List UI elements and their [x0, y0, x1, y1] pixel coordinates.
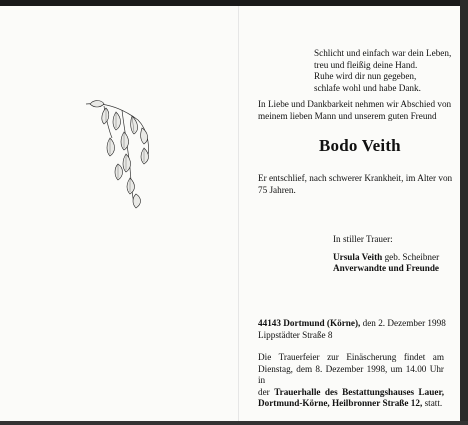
service-line: Dienstag, dem 8. Dezember 1998, um 14.00 Uhr in	[258, 363, 444, 386]
poem	[314, 48, 451, 94]
city: 44143 Dortmund (Körne),	[258, 318, 361, 328]
poem-line: treu und fleißig deine Hand.	[314, 59, 418, 70]
mourners-heading: In stiller Trauer:	[333, 234, 393, 244]
death-line: 75 Jahren.	[258, 184, 296, 195]
death-line: Er entschlief, nach schwerer Krankheit, im Alter von	[258, 173, 453, 183]
mourners-block	[333, 234, 439, 275]
scan-edge-right	[460, 0, 468, 425]
service-line	[258, 398, 444, 410]
place-date-line	[258, 318, 446, 330]
widow-birthname: geb. Scheibner	[384, 251, 440, 262]
intro-line: meinem lieben Mann und unserem guten Freund	[258, 110, 437, 121]
date: den 2. Dezember 1998	[362, 318, 446, 328]
leaf-sprig-icon	[82, 98, 154, 210]
poem-line: Schlicht und einfach war dein Leben,	[314, 48, 452, 58]
service-line	[258, 387, 444, 399]
service-prefix: der	[258, 386, 270, 397]
scan-edge-top	[0, 0, 468, 6]
intro-line: In Liebe und Dankbarkeit nehmen wir Abschied von	[258, 99, 452, 109]
widow-name: Ursula Veith	[333, 251, 383, 262]
service-line: Die Trauerfeier zur Einäscherung findet am	[258, 352, 444, 362]
deceased-name: Bodo Veith	[319, 136, 401, 155]
service-notice	[258, 352, 444, 410]
widow-line	[333, 252, 439, 264]
poem-line: schlafe wohl und habe Dank.	[314, 82, 421, 93]
place-date-block	[258, 318, 446, 341]
relatives-line: Anverwandte und Freunde	[333, 263, 440, 274]
service-suffix: statt.	[424, 398, 443, 409]
death-notice	[258, 173, 452, 196]
card-fold-line	[238, 6, 239, 421]
street: Lippstädter Straße 8	[258, 329, 333, 340]
funeral-address: Dortmund-Körne, Heilbronner Straße 12,	[258, 398, 423, 409]
funeral-hall: Trauerhalle des Bestattungshauses Lauer,	[274, 386, 444, 397]
scan-edge-bottom	[0, 421, 468, 425]
intro-text	[258, 99, 451, 122]
poem-line: Ruhe wird dir nun gegeben,	[314, 71, 417, 82]
